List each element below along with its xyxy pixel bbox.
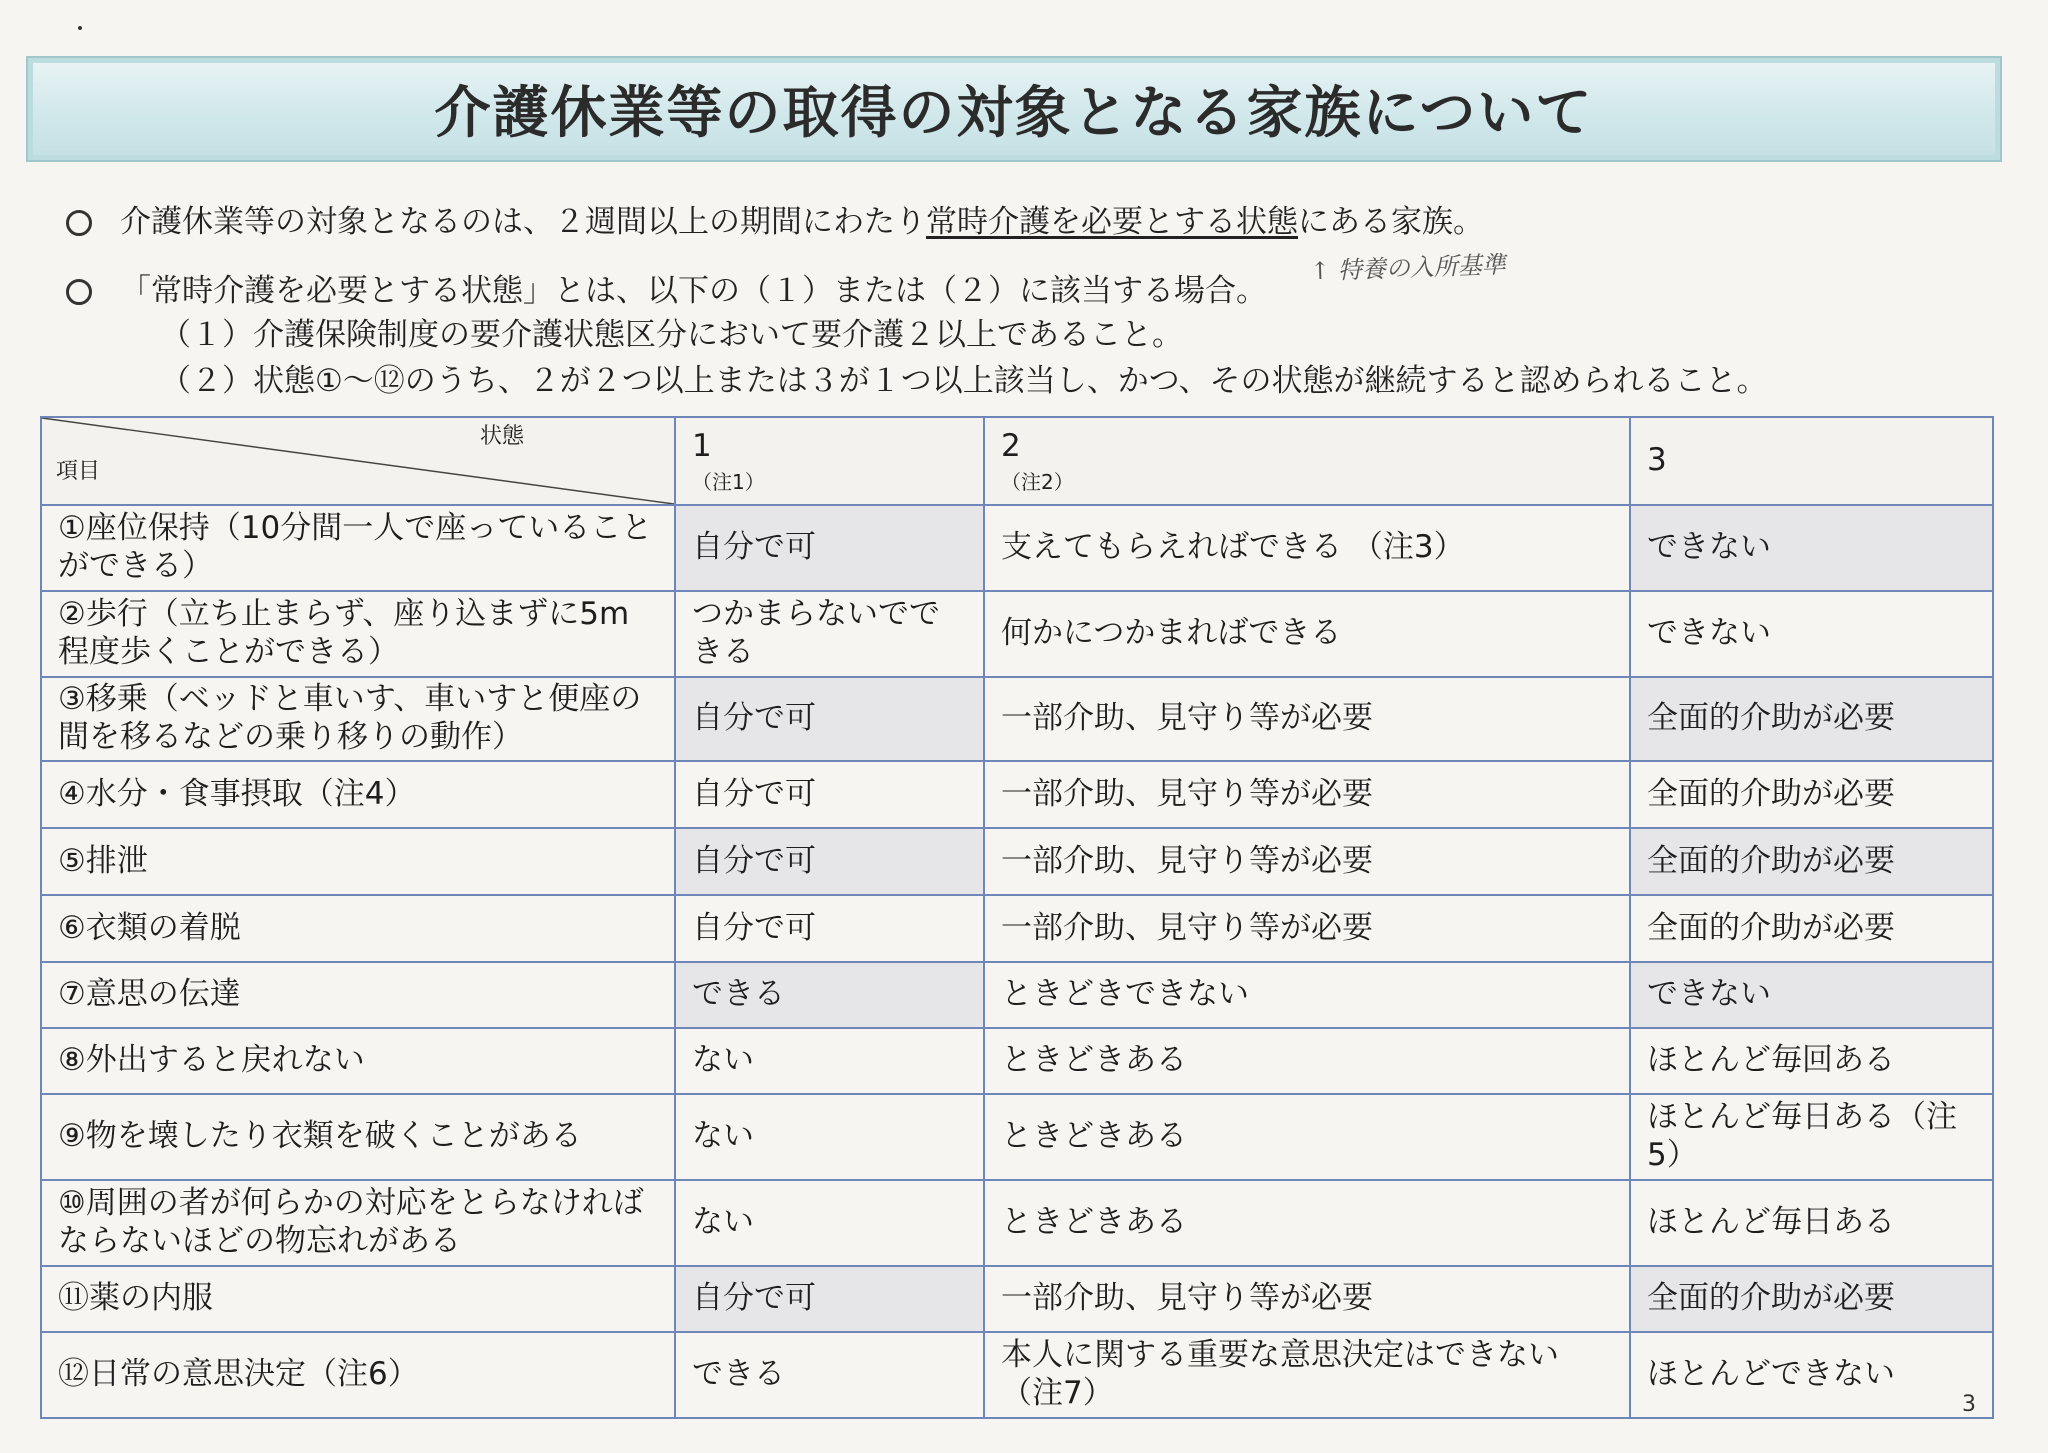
row-level-2: 一部介助、見守り等が必要: [984, 1266, 1630, 1332]
row-item: ①座位保持（10分間一人で座っていることができる）: [41, 505, 675, 591]
row-item: ⑤排泄: [41, 828, 675, 895]
row-level-2: ときどきできない: [984, 962, 1630, 1028]
row-level-1: 自分で可: [675, 505, 984, 591]
column-header-1: [675, 417, 984, 505]
table-row: [41, 1332, 1993, 1418]
care-state-table: [40, 416, 1994, 1419]
sub-item-2: （２）状態①～⑫のうち、２が２つ以上または３が１つ以上該当し、かつ、その状態が継続すると認められること。: [160, 363, 1768, 399]
header-corner-cell: [41, 417, 675, 505]
row-level-3: できない: [1630, 591, 1993, 677]
row-level-1: 自分で可: [675, 1266, 984, 1332]
row-level-1: 自分で可: [675, 677, 984, 761]
row-level-2: ときどきある: [984, 1180, 1630, 1266]
column-header-2: [984, 417, 1630, 505]
title-banner: [28, 58, 2000, 160]
column-3-num: 3: [1647, 442, 1667, 479]
row-item: ⑩周囲の者が何らかの対応をとらなければならないほどの物忘れがある: [41, 1180, 675, 1266]
bullet-2: [66, 265, 1267, 310]
row-level-2: ときどきある: [984, 1094, 1630, 1180]
row-level-2: 本人に関する重要な意思決定はできない（注7）: [984, 1332, 1630, 1418]
corner-item-label: 項目: [56, 459, 101, 485]
row-level-3: ほとんど毎日ある（注5）: [1630, 1094, 1993, 1180]
row-level-3: ほとんどできない: [1630, 1332, 1993, 1418]
table-row: [41, 828, 1993, 895]
column-header-3: [1630, 417, 1993, 505]
row-item: ③移乗（ベッドと車いす、車いすと便座の間を移るなどの乗り移りの動作）: [41, 677, 675, 761]
row-item: ⑧外出すると戻れない: [41, 1028, 675, 1094]
row-level-2: 何かにつかまればできる: [984, 591, 1630, 677]
bullet-1-post: にある家族。: [1298, 204, 1484, 240]
row-item: ⑫日常の意思決定（注6）: [41, 1332, 675, 1418]
table-row: [41, 962, 1993, 1028]
table-row: [41, 895, 1993, 962]
row-level-3: できない: [1630, 962, 1993, 1028]
table-row: [41, 591, 1993, 677]
row-level-1: ない: [675, 1180, 984, 1266]
row-level-3: 全面的介助が必要: [1630, 677, 1993, 761]
table-header-row: [41, 417, 1993, 505]
row-item: ⑥衣類の着脱: [41, 895, 675, 962]
table-row: [41, 1266, 1993, 1332]
row-level-3: 全面的介助が必要: [1630, 895, 1993, 962]
handwritten-note: ↑ 特養の入所基準: [1309, 250, 1507, 286]
row-level-1: ない: [675, 1094, 984, 1180]
row-level-3: 全面的介助が必要: [1630, 1266, 1993, 1332]
bullet-1-pre: 介護休業等の対象となるのは、２週間以上の期間にわたり: [120, 204, 926, 240]
sub-item-1: （１）介護保険制度の要介護状態区分において要介護２以上であること。: [160, 317, 1183, 353]
row-level-1: 自分で可: [675, 895, 984, 962]
row-level-3: ほとんど毎回ある: [1630, 1028, 1993, 1094]
row-level-1: つかまらないでできる: [675, 591, 984, 677]
column-2-num: 2: [1001, 427, 1021, 464]
row-level-3: できない: [1630, 505, 1993, 591]
row-level-1: ない: [675, 1028, 984, 1094]
bullet-2-text: 「常時介護を必要とする状態」とは、以下の（１）または（２）に該当する場合。: [120, 273, 1267, 309]
diagonal-line: [42, 418, 674, 504]
row-level-3: 全面的介助が必要: [1630, 761, 1993, 828]
scan-speck: [78, 26, 82, 30]
column-2-note: （注2）: [1001, 469, 1074, 494]
row-item: ②歩行（立ち止まらず、座り込まずに5m程度歩くことができる）: [41, 591, 675, 677]
table-row: [41, 505, 1993, 591]
circle-bullet-icon: [66, 279, 92, 305]
table-row: [41, 1180, 1993, 1266]
table-row: [41, 1094, 1993, 1180]
row-level-1: できる: [675, 962, 984, 1028]
row-level-1: できる: [675, 1332, 984, 1418]
row-level-3: 全面的介助が必要: [1630, 828, 1993, 895]
row-item: ⑨物を壊したり衣類を破くことがある: [41, 1094, 675, 1180]
row-item: ⑦意思の伝達: [41, 962, 675, 1028]
row-level-1: 自分で可: [675, 761, 984, 828]
row-level-2: 支えてもらえればできる （注3）: [984, 505, 1630, 591]
row-level-2: 一部介助、見守り等が必要: [984, 677, 1630, 761]
row-level-2: 一部介助、見守り等が必要: [984, 761, 1630, 828]
page-title: 介護休業等の取得の対象となる家族について: [434, 81, 1594, 146]
row-level-2: ときどきある: [984, 1028, 1630, 1094]
table-row: [41, 1028, 1993, 1094]
row-level-2: 一部介助、見守り等が必要: [984, 895, 1630, 962]
page-number: 3: [1962, 1392, 1976, 1417]
row-item: ⑪薬の内服: [41, 1266, 675, 1332]
bullet-1: [66, 196, 1484, 241]
column-1-num: 1: [692, 427, 712, 464]
column-1-note: （注1）: [692, 469, 765, 494]
circle-bullet-icon: [66, 210, 92, 236]
table-row: [41, 761, 1993, 828]
row-item: ④水分・食事摂取（注4）: [41, 761, 675, 828]
bullet-1-underlined: 常時介護を必要とする状態: [926, 204, 1298, 240]
table-row: [41, 677, 1993, 761]
row-level-3: ほとんど毎日ある: [1630, 1180, 1993, 1266]
row-level-1: 自分で可: [675, 828, 984, 895]
corner-state-label: 状態: [479, 424, 524, 449]
row-level-2: 一部介助、見守り等が必要: [984, 828, 1630, 895]
